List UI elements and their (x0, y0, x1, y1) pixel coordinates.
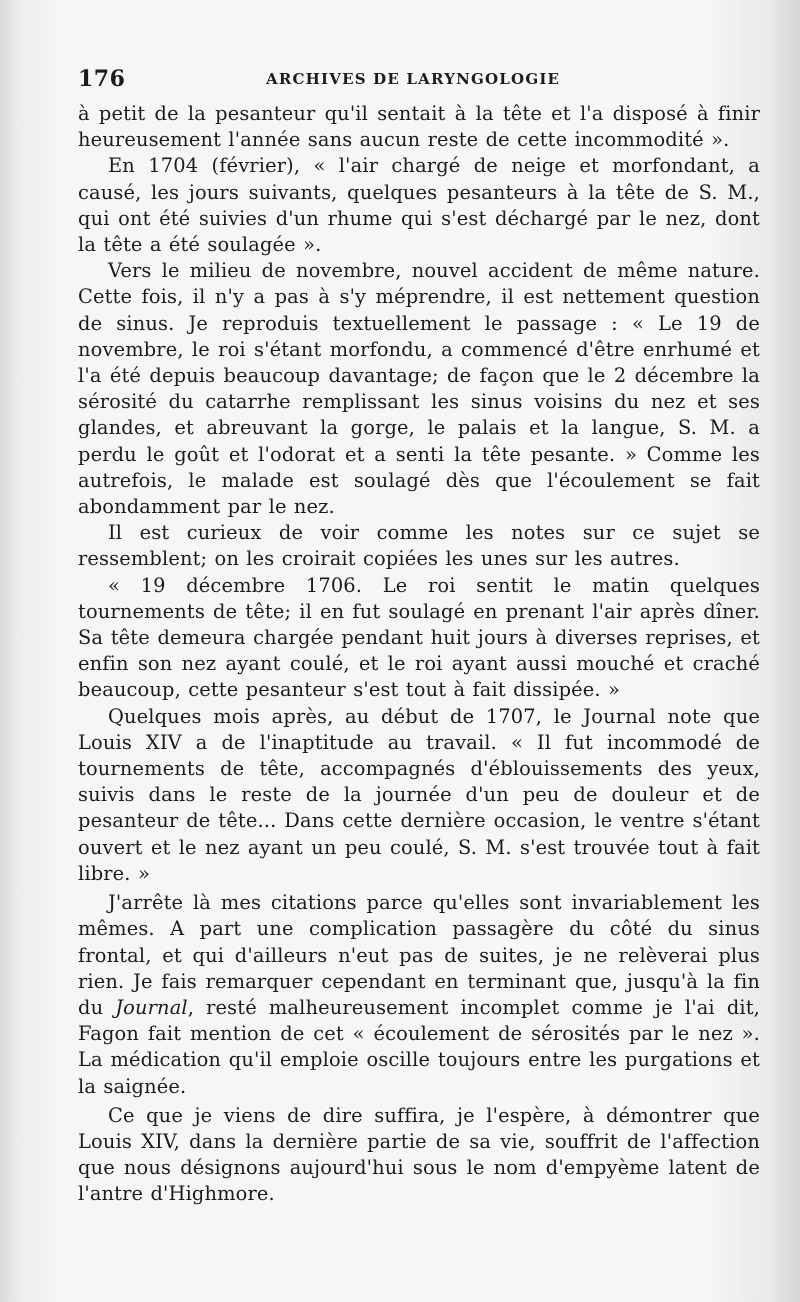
page-header (78, 66, 758, 94)
body-text (78, 101, 760, 1208)
paragraph-2: En 1704 (février), « l'air chargé de neige et morfondant, a causé, les jours suivants, quelques pesanteurs à la tête de S. M., qui ont été suivies d'un rhume qui s'est déchargé par le nez, dont la tête a été soulagée ». (78, 154, 760, 257)
paragraph-6: Quelques mois après, au début de 1707, le Journal note que Louis XIV a de l'inaptitude au travail. « Il fut incommodé de tournements de tête, accompagnés d'éblouissements des yeux, suivis dans le reste de la journée d'un peu de douleur et de pesanteur de tête... Dans cette dernière occasion, le ventre s'étant ouvert et le nez ayant un peu coulé, S. M. s'est trouvée tout à fait libre. » (78, 704, 760, 885)
paragraph-4: Il est curieux de voir comme les notes sur ce sujet se ressemblent; on les croirait copiées les unes sur les autres. (78, 521, 760, 571)
paragraph-7 (78, 890, 760, 1100)
paragraph-8: Ce que je viens de dire suffira, je l'espère, à démontrer que Louis XIV, dans la dernière partie de sa vie, souffrit de l'affection que nous désignons aujourd'hui sous le nom d'empyème latent de l'antre d'Highmore. (78, 1103, 760, 1206)
paragraph-1: à petit de la pesanteur qu'il sentait à la tête et l'a disposé à finir heureusement l'année sans aucun reste de cette incommodité ». (78, 102, 760, 152)
paragraph-3: Vers le milieu de novembre, nouvel accident de même nature. Cette fois, il n'y a pas à s'y méprendre, il est nettement question de sinus. Je reproduis textuellement le passage : « Le 19 de novembre, le roi s'étant morfondu, a commencé d'être enrhumé et l'a été depuis beaucoup davantage; de façon que le 2 décembre la sérosité du catarrhe remplissant les sinus voisins du nez et ses glandes, et abreuvant la gorge, le palais et la langue, S. M. a perdu le goût et l'odorat et a senti la tête pesante. » Comme les autrefois, le malade est soulagé dès que l'écoulement se fait abondamment par le nez. (78, 259, 760, 519)
journal-title-italic: Journal (115, 995, 188, 1019)
paragraph-5: « 19 décembre 1706. Le roi sentit le matin quelques tournements de tête; il en fut soulagé en prenant l'air après dîner. Sa tête demeura chargée pendant huit jours à diverses reprises, et enfin son nez ayant coulé, et le roi ayant aussi mouché et craché beaucoup, cette pesanteur s'est tout à fait dissipée. » (78, 573, 760, 702)
page-number: 176 (78, 66, 126, 92)
paragraph-7-part-1: J'arrête là mes citations parce qu'elles sont invariablement les mêmes. A part une complication passagère du côté du sinus frontal, et qui d'ailleurs n'eut pas de suites, je ne relèverai plus rien. Je fais remarquer cependant en terminant que, jusqu'à la fin du (78, 891, 760, 1019)
running-title: ARCHIVES DE LARYNGOLOGIE (266, 70, 561, 88)
paragraph-7-part-2: , resté malheureusement incomplet comme je l'ai dit, Fagon fait mention de cet « écoulement de sérosités par le nez ». La médication qu'il emploie oscille toujours entre les purgations et la saignée. (78, 995, 760, 1098)
